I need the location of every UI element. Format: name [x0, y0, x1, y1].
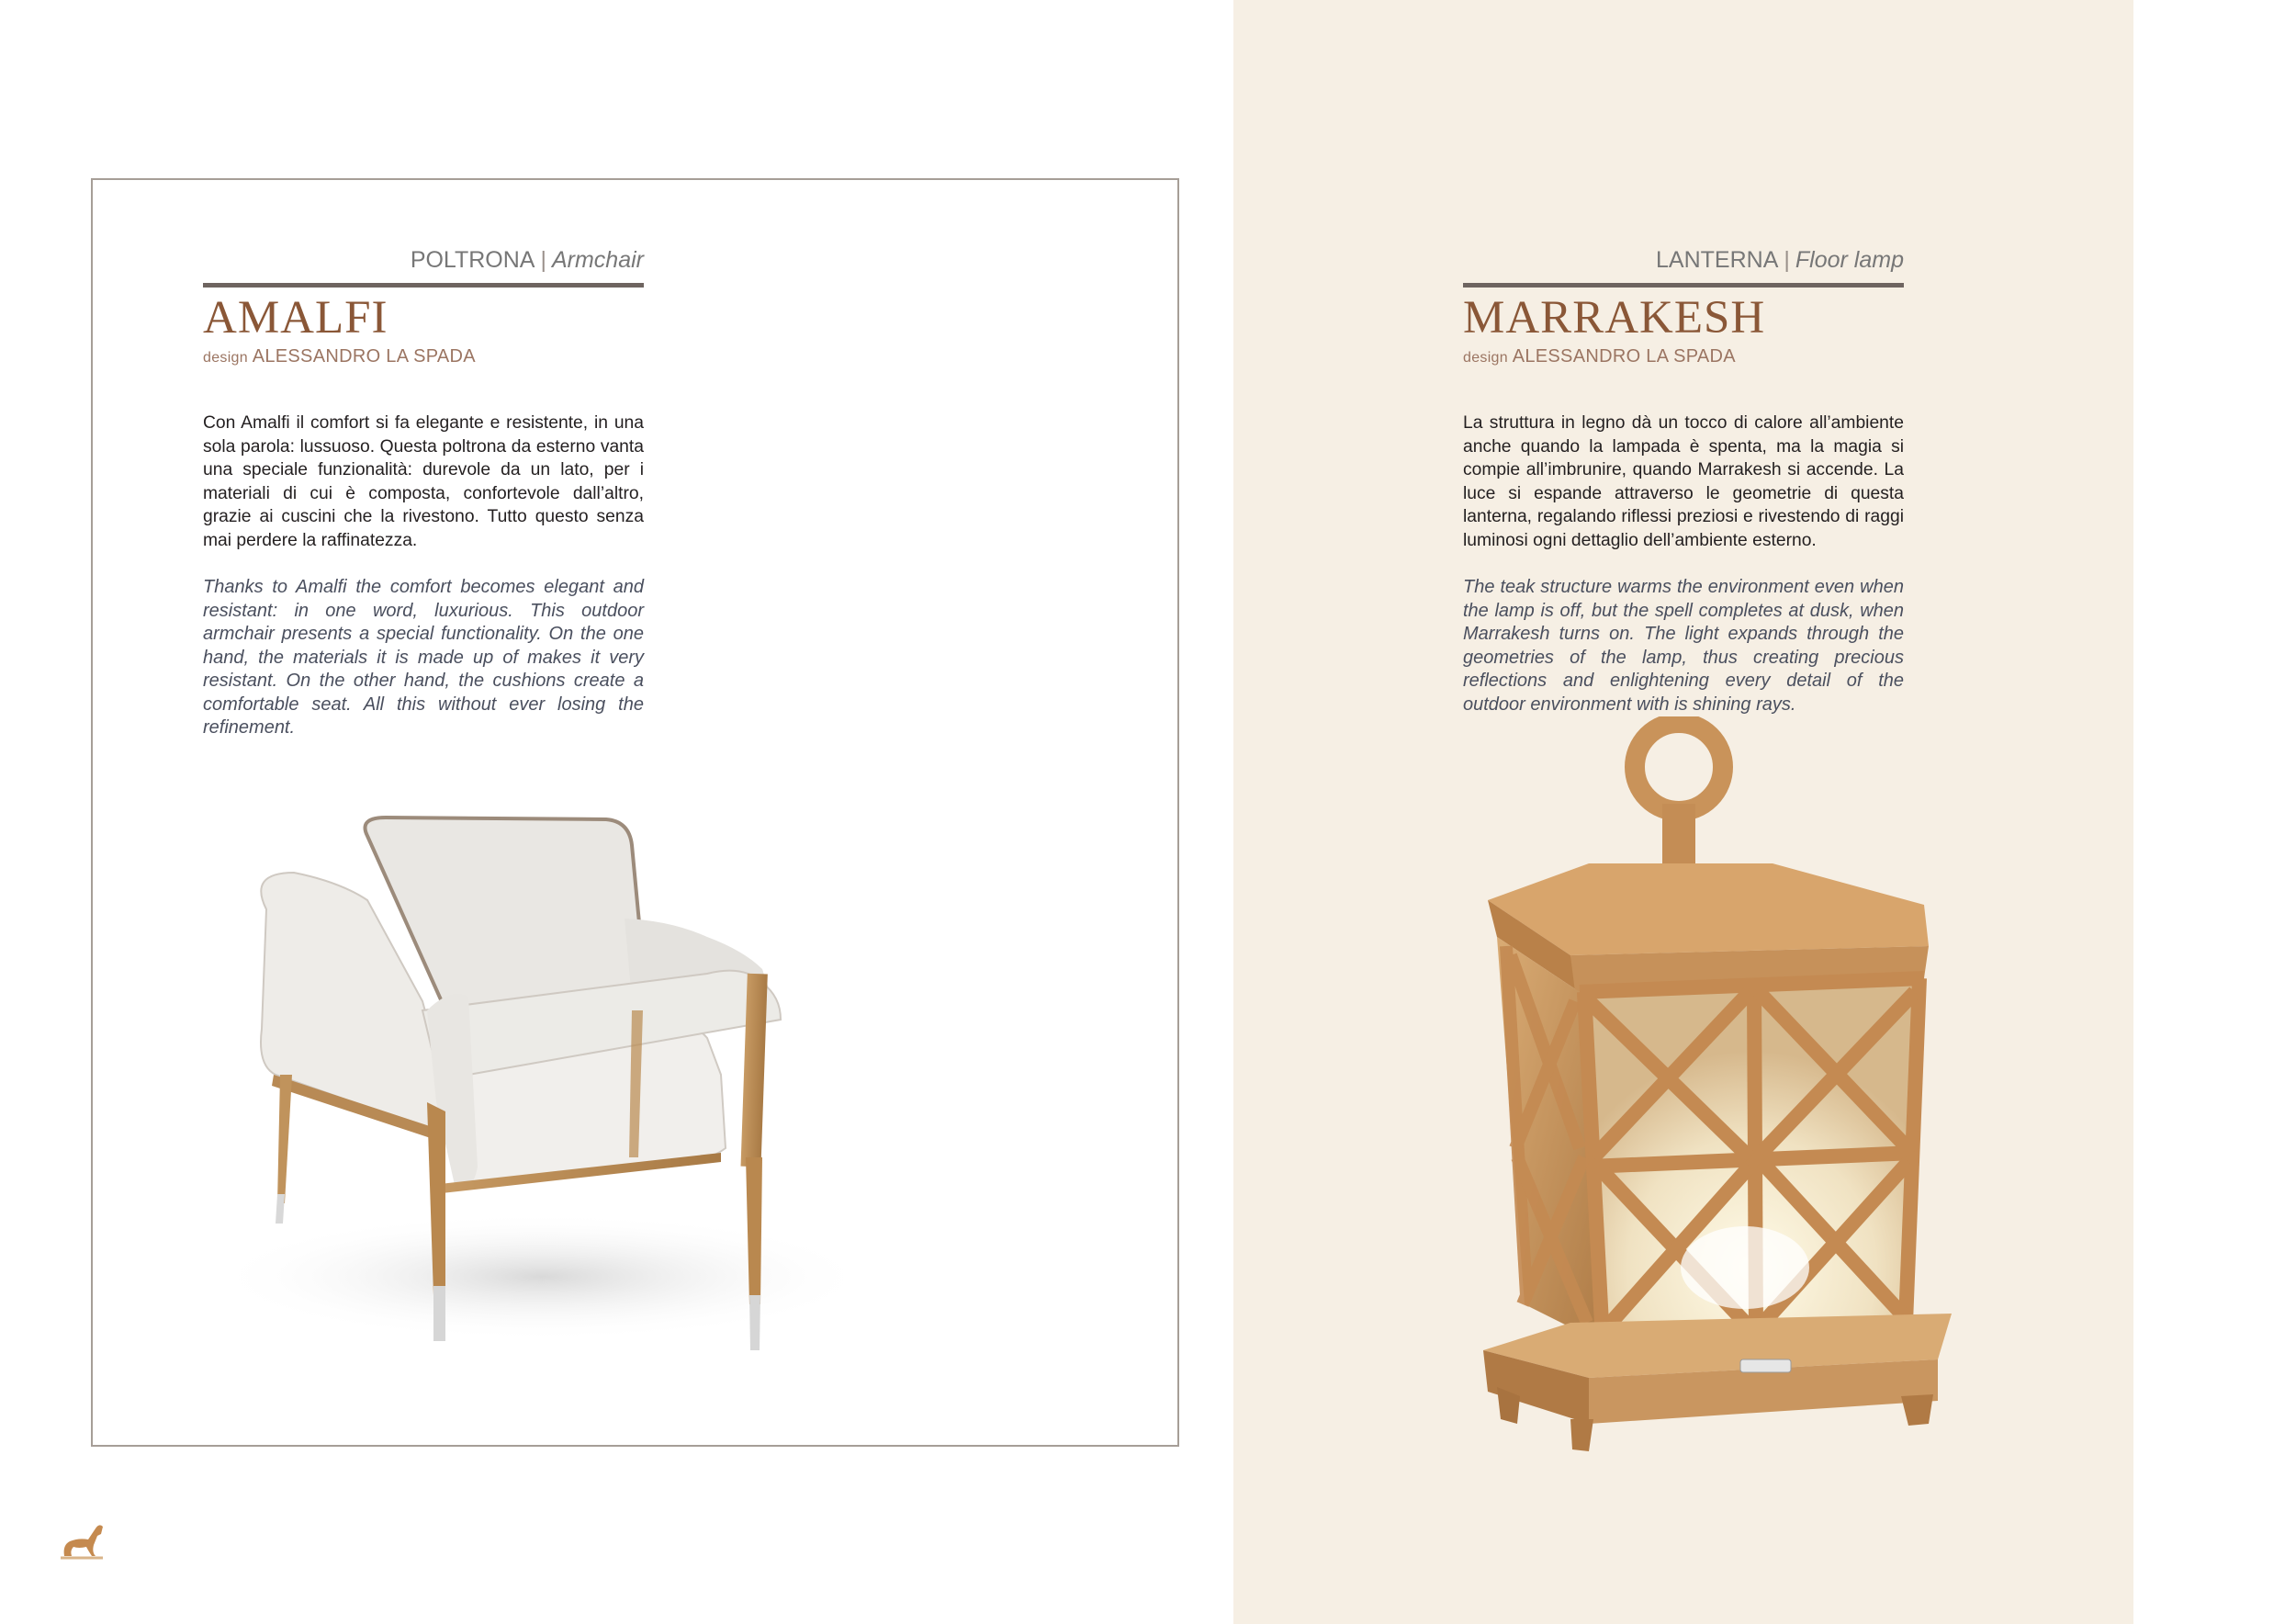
- marrakesh-product-block: [1463, 246, 1904, 716]
- marrakesh-category-en: Floor lamp: [1795, 247, 1904, 273]
- marrakesh-description-en: The teak structure warms the environment even when the lamp is off, but the spell completes at dusk, when Marrakesh turns on. The light expands through the geometries of the lamp, thus creating precious reflections and enlightening every detail of the outdoor environment with is shining rays.: [1463, 577, 1904, 715]
- marrakesh-category: [1463, 246, 1904, 288]
- amalfi-designer: [203, 346, 644, 367]
- amalfi-description-it: Con Amalfi il comfort si fa elegante e resistente, in una sola parola: lussuoso. Questa poltrona da esterno vanta una speciale funzionalità: durevole da un lato, per i materiali di cui è composta, confortevole dall’altro, grazie ai cuscini che la rivestono. Tutto questo senza mai perdere la raffinatezza.: [203, 413, 644, 550]
- marrakesh-description-it: La struttura in legno dà un tocco di calore all’ambiente anche quando la lampada è spenta, ma la magia si compie all’imbrunire, quando Marrakesh si accende. La luce si espande attraverso le geometrie di questa lanterna, regalando riflessi preziosi e rivestendo di raggi luminosi ogni dettaglio dell’ambiente esterno.: [1463, 413, 1904, 550]
- amalfi-category: [203, 246, 644, 288]
- marrakesh-designer-name: ALESSANDRO LA SPADA: [1512, 346, 1736, 367]
- marrakesh-category-it: LANTERNA: [1656, 247, 1779, 273]
- amalfi-product-block: [203, 246, 644, 740]
- armchair-illustration: [193, 799, 946, 1387]
- amalfi-category-en: Armchair: [551, 247, 644, 273]
- amalfi-category-it: POLTRONA: [410, 247, 535, 273]
- amalfi-category-separator: |: [540, 247, 546, 273]
- horse-logo-icon: [55, 1516, 108, 1562]
- amalfi-product-name: AMALFI: [203, 292, 388, 344]
- marrakesh-product-name: MARRAKESH: [1463, 292, 1766, 344]
- amalfi-design-label: design: [203, 350, 248, 366]
- marrakesh-designer: [1463, 346, 1904, 367]
- lantern-illustration: [1469, 716, 1965, 1479]
- amalfi-designer-name: ALESSANDRO LA SPADA: [252, 346, 476, 367]
- marrakesh-category-separator: |: [1784, 247, 1790, 273]
- amalfi-description-en: Thanks to Amalfi the comfort becomes elegant and resistant: in one word, luxurious. This outdoor armchair presents a special functionality. On the one hand, the materials it is made up of makes it very resistant. On the other hand, the cushions create a comfortable seat. All this without ever losing the refinement.: [203, 577, 644, 738]
- marrakesh-design-label: design: [1463, 350, 1508, 366]
